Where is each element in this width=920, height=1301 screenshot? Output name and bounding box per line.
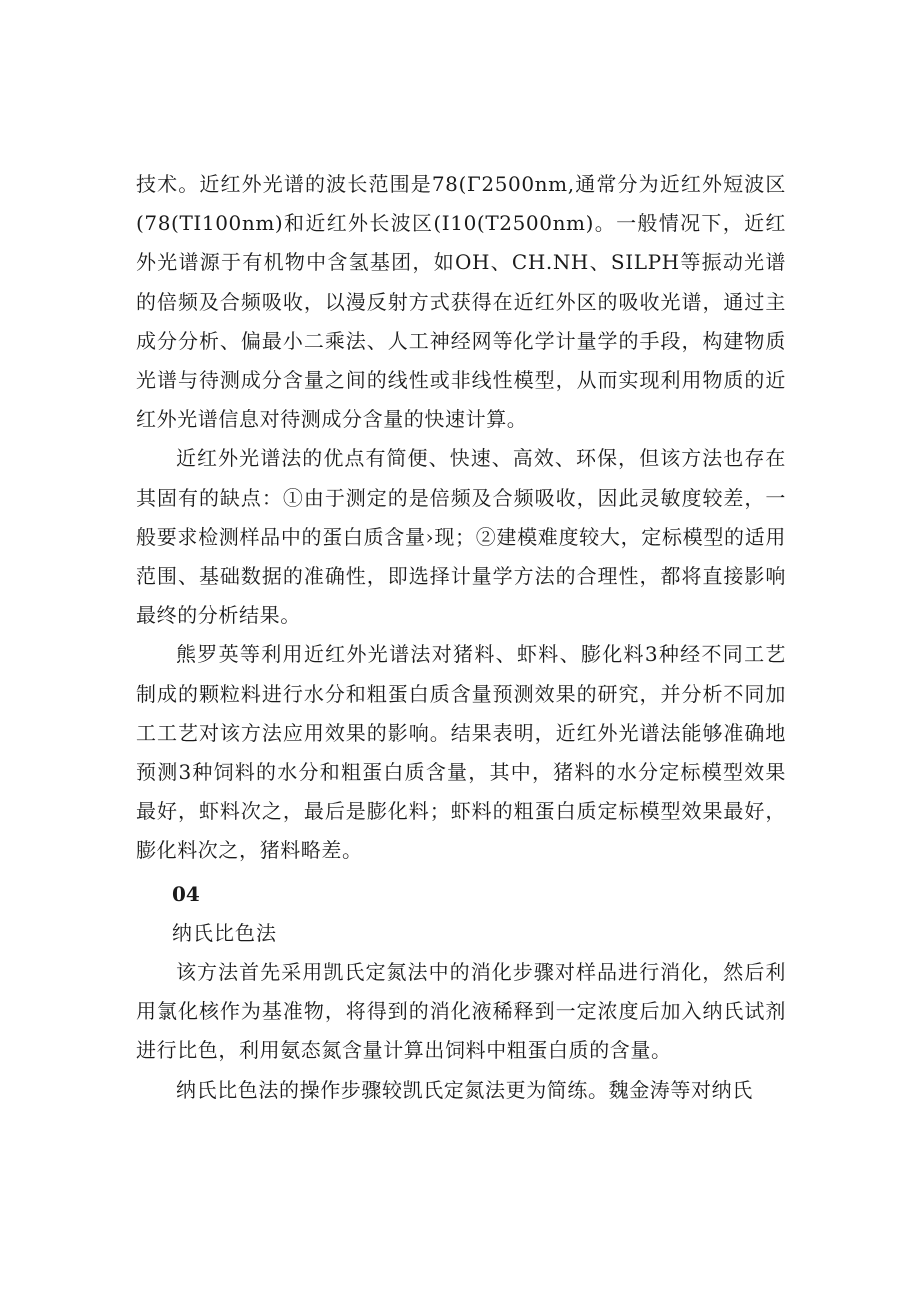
document-page: [136, 165, 786, 1110]
section-title: 纳氏比色法: [172, 920, 277, 945]
paragraph-nir-pros-cons: 近红外光谱法的优点有简便、快速、高效、环保，但该方法也存在其固有的缺点：①由于测定的是倍频及合频吸收，因此灵敏度较差，一般要求检测样品中的蛋白质含量›现；②建模难度较大，定标模型的适用范围、基础数据的准确性，即选择计量学方法的合理性，都将直接影响最终的分析结果。: [136, 446, 786, 628]
paragraph-continuation: 技术。近红外光谱的波长范围是78(Γ2500nm,通常分为近红外短波区(78(TI100nm)和近红外长波区(I10(T2500nm)。一般情况下，近红外光谱源于有机物中含氢基团，如OH、CH.NH、SILPH等振动光谱的倍频及合频吸收，以漫反射方式获得在近红外区的吸收光谱，通过主成分分析、偏最小二乘法、人工神经网等化学计量学的手段，构建物质光谱与待测成分含量之间的线性或非线性模型，从而实现利用物质的近红外光谱信息对待测成分含量的快速计算。: [136, 172, 786, 432]
paragraph-nessler-method: 该方法首先采用凯氏定氮法中的消化步骤对样品进行消化，然后利用氯化核作为基准物，将得到的消化液稀释到一定浓度后加入纳氏试剂进行比色，利用氨态氮含量计算出饲料中粗蛋白质的含量。: [136, 960, 786, 1063]
section-number: 04: [172, 881, 200, 906]
paragraph-nessler-comparison: 纳氏比色法的操作步骤较凯氏定氮法更为简练。魏金涛等对纳氏: [176, 1077, 753, 1102]
paragraph-nir-study: 熊罗英等利用近红外光谱法对猪料、虾料、膨化料3种经不同工艺制成的颗粒料进行水分和粗蛋白质含量预测效果的研究，并分析不同加工工艺对该方法应用效果的影响。结果表明，近红外光谱法能够准确地预测3种饲料的水分和粗蛋白质含量，其中，猪料的水分定标模型效果最好，虾料次之，最后是膨化料；虾料的粗蛋白质定标模型效果最好，膨化料次之，猪料略差。: [136, 642, 786, 863]
